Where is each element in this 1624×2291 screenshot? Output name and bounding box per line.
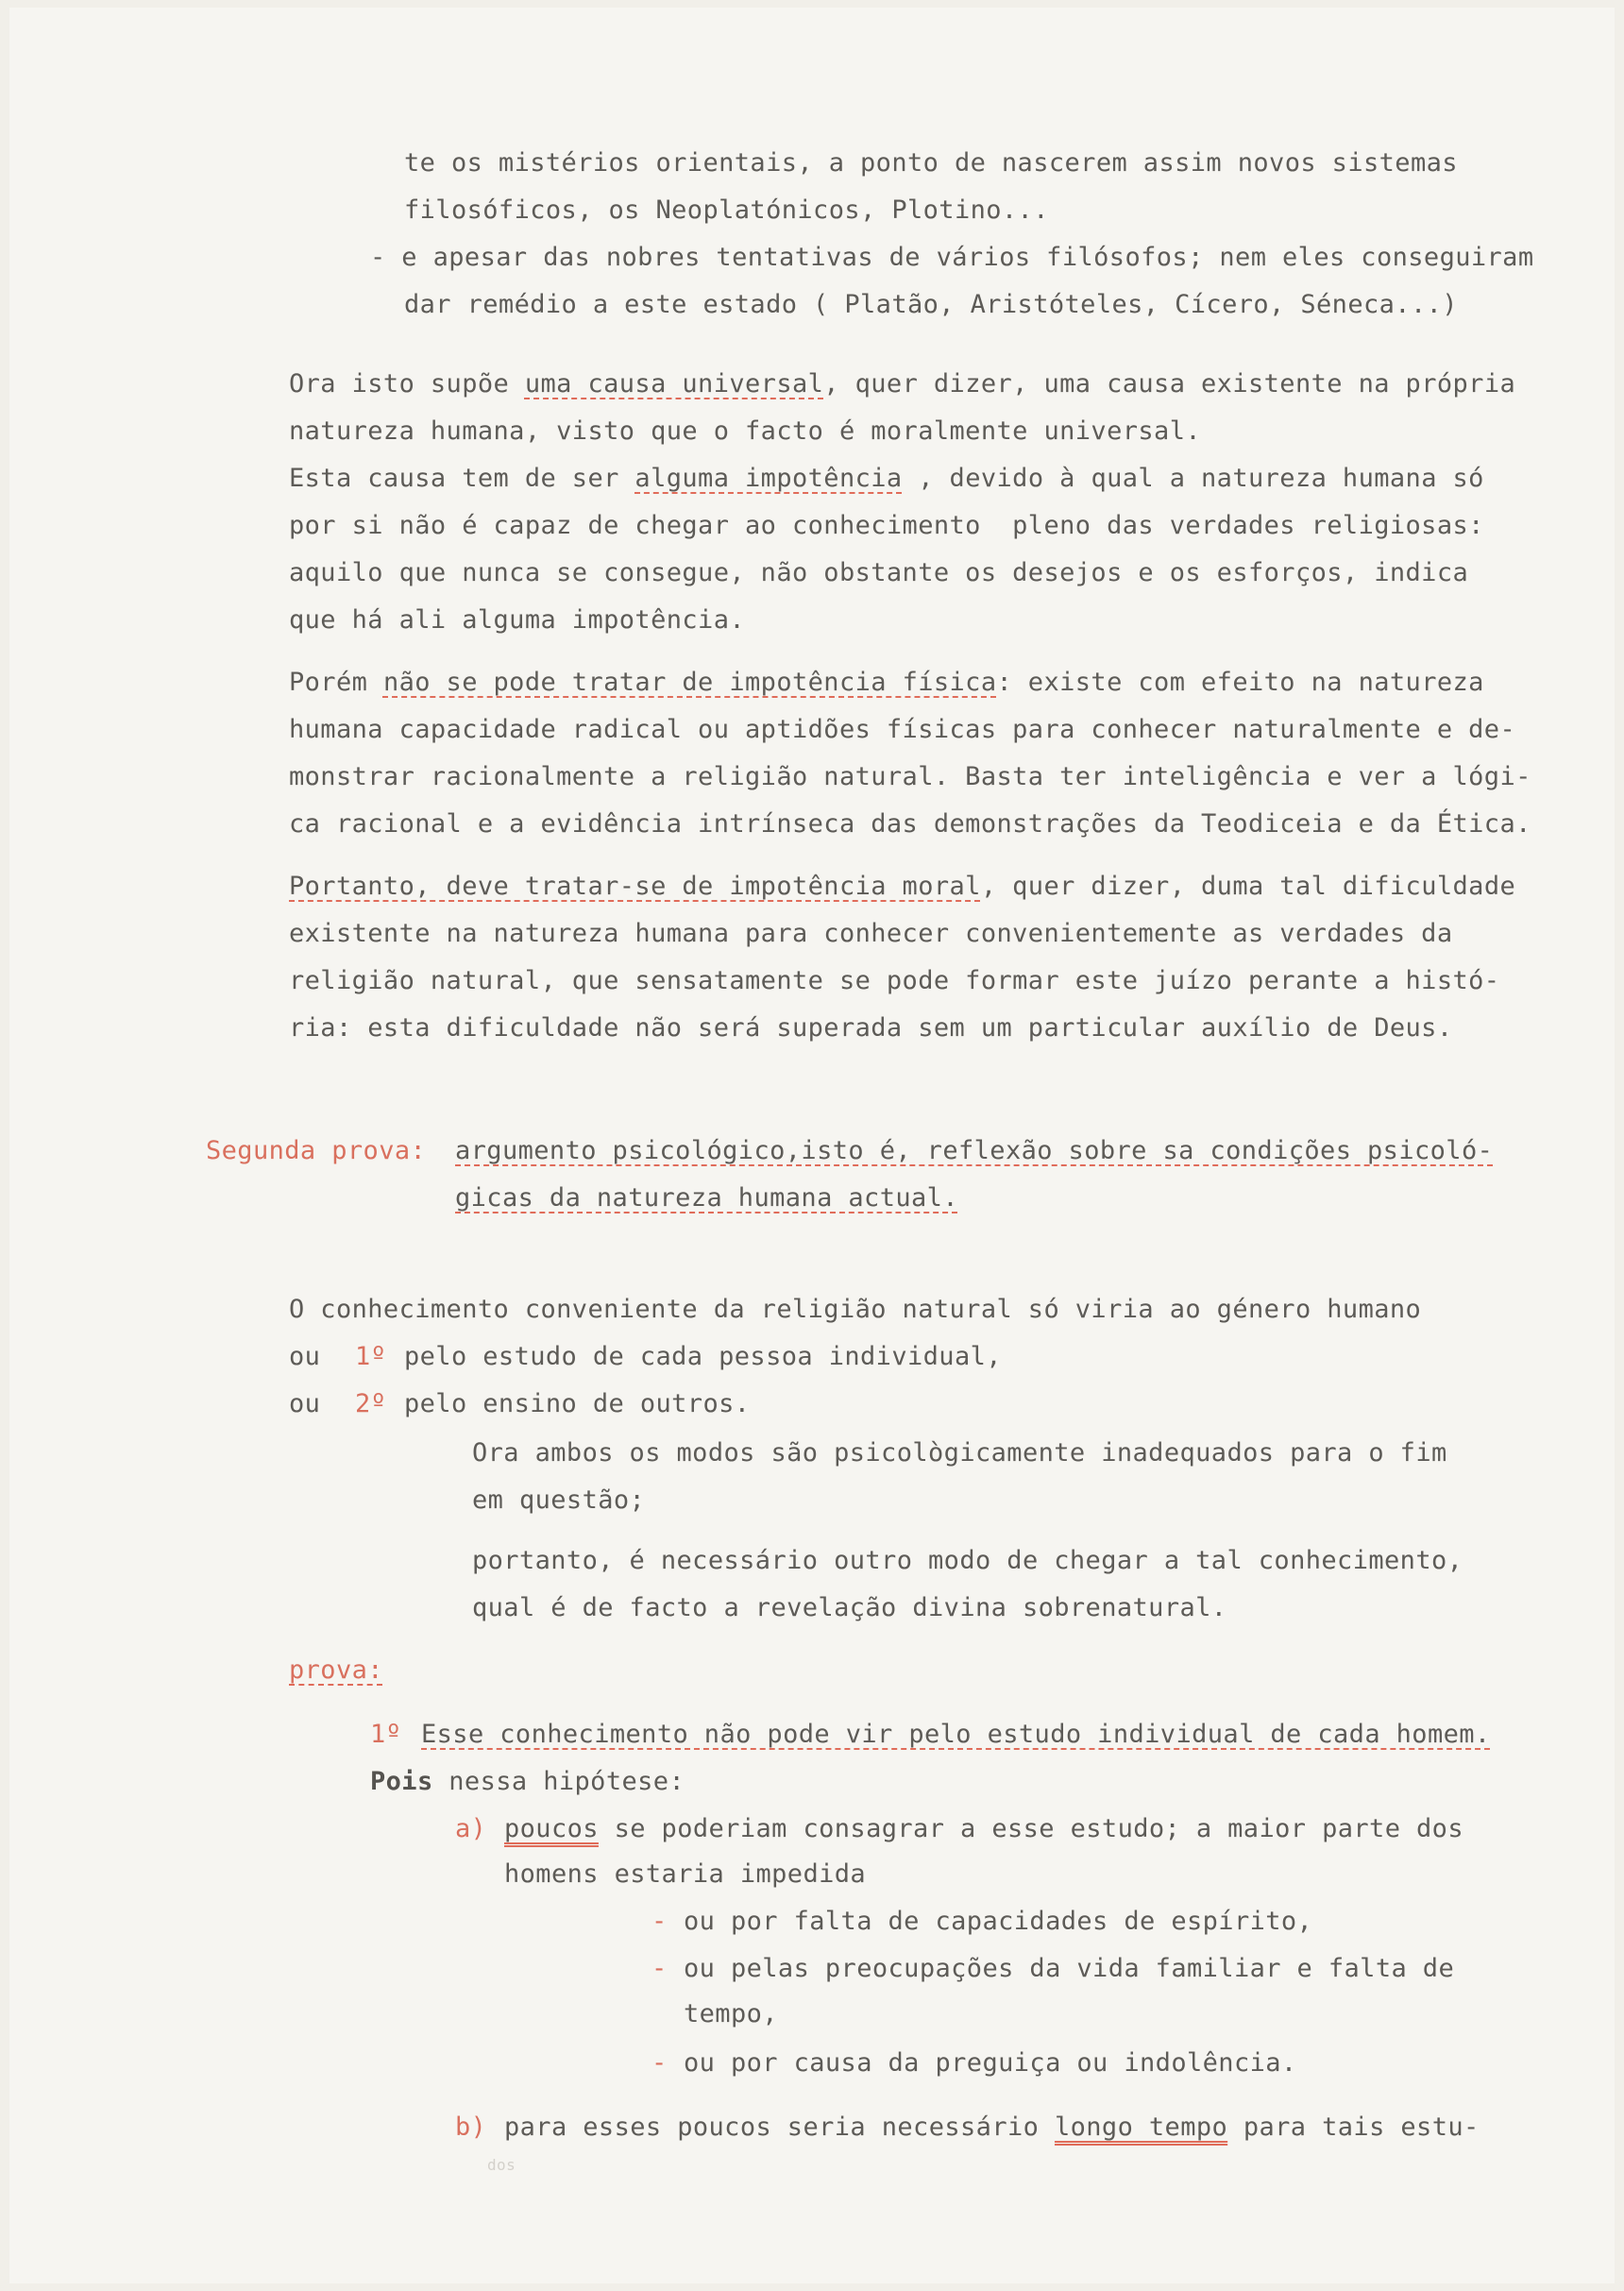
text-segment: se poderiam consagrar a esse estudo; a maior parte dos xyxy=(598,1814,1463,1843)
text-segment: , quer dizer, duma tal dificuldade xyxy=(980,872,1516,901)
underlined-text: não se pode tratar de impotência física xyxy=(382,668,997,697)
text-segment: , quer dizer, uma causa existente na própria xyxy=(823,369,1516,399)
text-line: portanto, é necessário outro modo de chegar a tal conhecimento, xyxy=(472,1546,1463,1575)
list-marker: a) xyxy=(455,1814,487,1843)
text-line xyxy=(289,463,1484,495)
text-line: ria: esta dificuldade não será superada sem um particular auxílio de Deus. xyxy=(289,1013,1453,1043)
text-ou: ou xyxy=(289,1389,321,1418)
text-line xyxy=(504,2112,1480,2144)
text-segment: : existe com efeito na natureza xyxy=(996,668,1484,697)
text-line: ca racional e a evidência intrínseca das demonstrações da Teodiceia e da Ética. xyxy=(289,809,1531,839)
proof-heading: Esse conhecimento não pode vir pelo estudo individual de cada homem. xyxy=(421,1720,1491,1749)
text-line xyxy=(289,368,1515,400)
underlined-text: uma causa universal xyxy=(524,369,824,399)
text-segment: para tais estu- xyxy=(1227,2113,1480,2142)
text-line: dar remédio a este estado ( Platão, Aristóteles, Cícero, Séneca...) xyxy=(404,290,1458,319)
text-line: que há ali alguma impotência. xyxy=(289,605,746,635)
proof-label: prova: xyxy=(289,1655,383,1685)
text-line: monstrar racionalmente a religião natural. Basta ter inteligência e ver a lógi- xyxy=(289,762,1531,791)
text-line: O conhecimento conveniente da religião natural só viria ao género humano xyxy=(289,1295,1422,1324)
text-line: filosóficos, os Neoplatónicos, Plotino... xyxy=(404,195,1049,225)
bold-text: Pois xyxy=(370,1767,433,1796)
list-number: 1º xyxy=(370,1720,402,1749)
bleed-through-text: dos xyxy=(487,2156,516,2174)
underlined-text: poucos xyxy=(504,1814,599,1843)
underlined-text: longo tempo xyxy=(1054,2113,1228,2142)
text-segment: Ora isto supõe xyxy=(289,369,525,399)
text-line xyxy=(289,667,1484,699)
text-segment: nessa hipótese: xyxy=(432,1767,685,1796)
text-segment: , devido à qual a natureza humana só xyxy=(902,464,1484,493)
dash-marker: - xyxy=(651,2048,668,2078)
list-number: 1º xyxy=(355,1342,387,1371)
underlined-text: alguma impotência xyxy=(634,464,903,493)
text-line: ou pelas preocupações da vida familiar e falta de xyxy=(684,1954,1455,1983)
text-line: homens estaria impedida xyxy=(504,1859,867,1889)
text-line: aquilo que nunca se consegue, não obstante os desejos e os esforços, indica xyxy=(289,558,1469,587)
text-line: humana capacidade radical ou aptidões físicas para conhecer naturalmente e de- xyxy=(289,715,1516,744)
text-line xyxy=(370,1766,685,1798)
text-line: pelo ensino de outros. xyxy=(404,1389,751,1418)
text-line: tempo, xyxy=(684,1999,778,2028)
text-line: pelo estudo de cada pessoa individual, xyxy=(404,1342,1002,1371)
section-heading: argumento psicológico,isto é, reflexão sobre sa condições psicoló- xyxy=(455,1136,1494,1165)
text-segment: Esta causa tem de ser xyxy=(289,464,635,493)
text-line: te os mistérios orientais, a ponto de nascerem assim novos sistemas xyxy=(404,148,1458,178)
text-line: - e apesar das nobres tentativas de vários filósofos; nem eles conseguiram xyxy=(370,243,1534,272)
text-line: natureza humana, visto que o facto é moralmente universal. xyxy=(289,416,1202,446)
text-line: existente na natureza humana para conhecer convenientemente as verdades da xyxy=(289,919,1453,948)
text-line: religião natural, que sensatamente se pode formar este juízo perante a histó- xyxy=(289,966,1500,995)
text-line: em questão; xyxy=(472,1485,646,1515)
text-ou: ou xyxy=(289,1342,321,1371)
text-line xyxy=(289,871,1515,903)
dash-marker: - xyxy=(651,1907,668,1936)
list-marker: b) xyxy=(455,2113,487,2142)
text-line: ou por falta de capacidades de espírito, xyxy=(684,1907,1313,1936)
text-line: por si não é capaz de chegar ao conhecimento pleno das verdades religiosas: xyxy=(289,511,1484,540)
section-heading: gicas da natureza humana actual. xyxy=(455,1183,958,1213)
dash-marker: - xyxy=(651,1954,668,1983)
text-line xyxy=(504,1813,1463,1845)
underlined-text: Portanto, deve tratar-se de impotência moral xyxy=(289,872,981,901)
text-line: ou por causa da preguiça ou indolência. xyxy=(684,2048,1297,2078)
text-line: Ora ambos os modos são psicològicamente inadequados para o fim xyxy=(472,1438,1447,1468)
section-label: Segunda prova: xyxy=(206,1136,427,1165)
text-segment: para esses poucos seria necessário xyxy=(504,2113,1055,2142)
text-segment: Porém xyxy=(289,668,383,697)
text-line: qual é de facto a revelação divina sobrenatural. xyxy=(472,1593,1227,1622)
list-number: 2º xyxy=(355,1389,387,1418)
